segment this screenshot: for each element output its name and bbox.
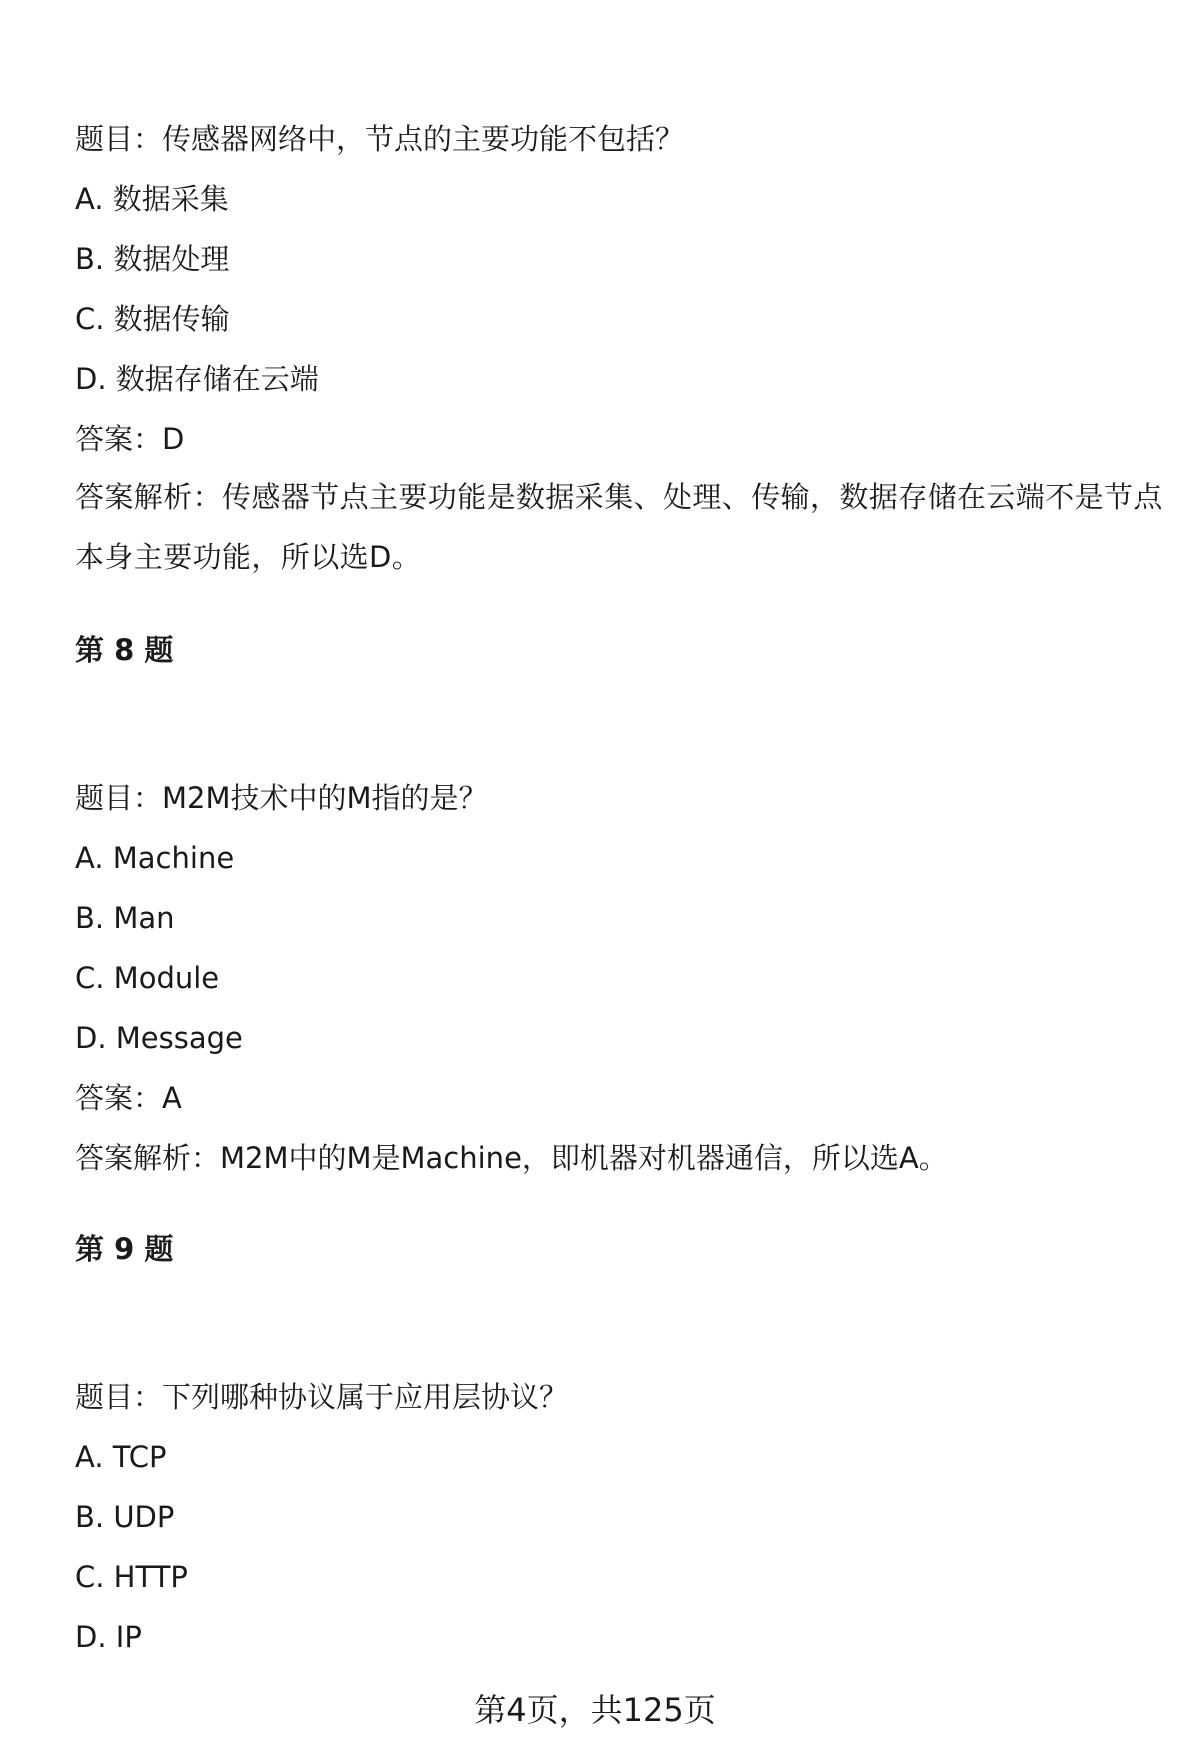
answer-explanation: 答案解析：M2M中的M是Machine，即机器对机器通信，所以选A。 [75,1141,948,1175]
option-d: D. 数据存储在云端 [75,362,319,396]
option-a: A. Machine [75,841,235,875]
option-b: B. UDP [75,1500,175,1534]
option-b: B. 数据处理 [75,242,230,276]
question-heading: 第 9 题 [75,1232,174,1266]
answer-explanation: 答案解析：传感器节点主要功能是数据采集、处理、传输，数据存储在云端不是节点本身主要功能，所以选D。 [75,480,1163,574]
option-c: C. 数据传输 [75,302,230,336]
question-text: 题目：传感器网络中，节点的主要功能不包括？ [75,122,685,156]
answer: 答案：D [75,422,185,456]
question-text: 题目：下列哪种协议属于应用层协议？ [75,1380,569,1414]
option-a: A. 数据采集 [75,182,229,216]
option-c: C. HTTP [75,1560,188,1594]
option-d: D. IP [75,1620,142,1654]
page-footer: 第4页，共125页 [474,1691,716,1729]
option-c: C. Module [75,961,220,995]
question-text: 题目：M2M技术中的M指的是？ [75,781,488,815]
option-b: B. Man [75,901,175,935]
option-d: D. Message [75,1021,243,1055]
question-heading: 第 8 题 [75,633,174,667]
answer: 答案：A [75,1081,182,1115]
option-a: A. TCP [75,1440,167,1474]
